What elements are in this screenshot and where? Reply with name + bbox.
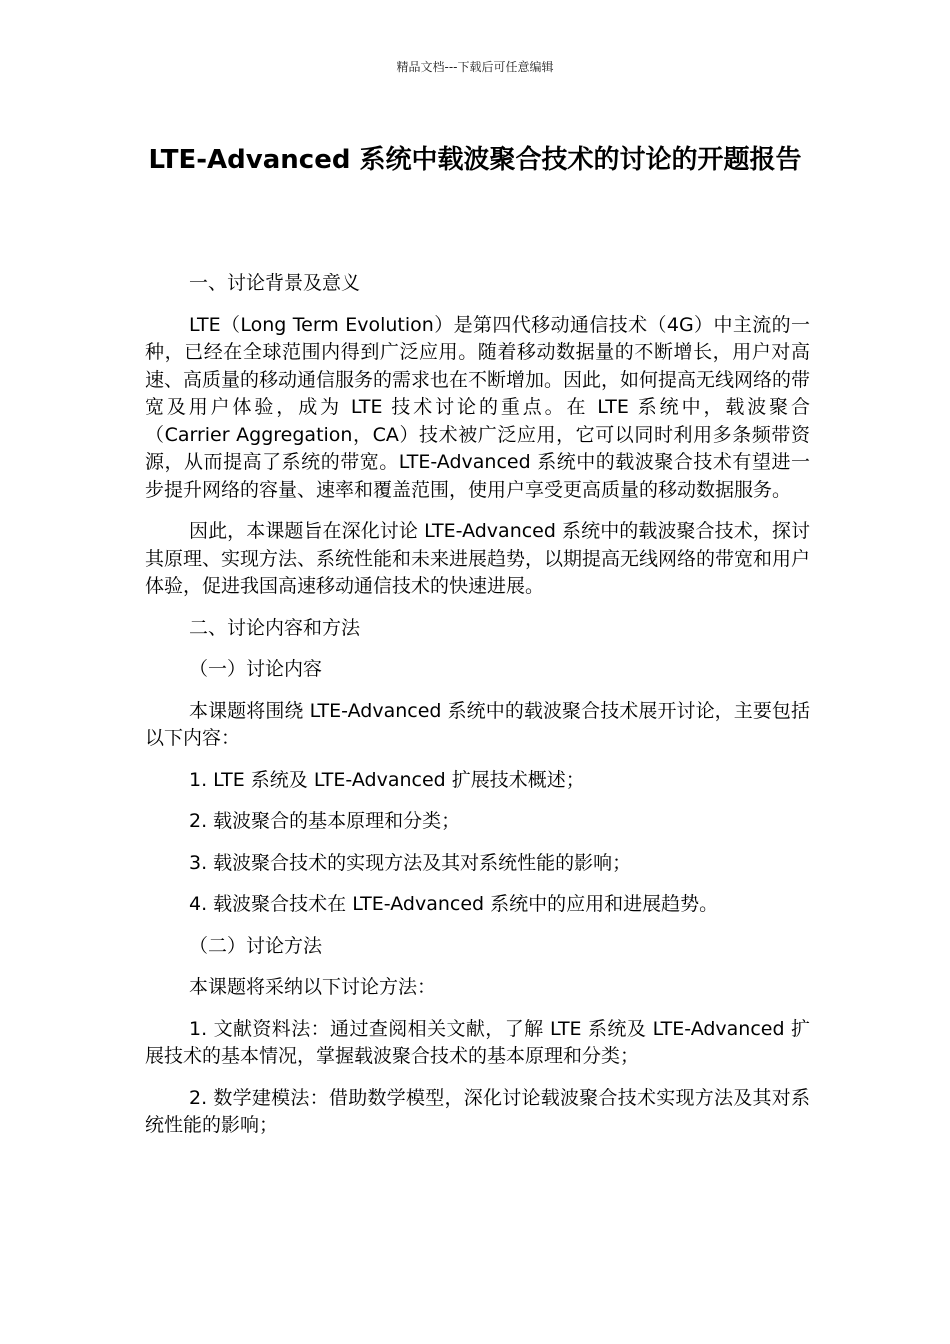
- subsection-heading-method: （二）讨论方法: [189, 934, 323, 957]
- list-item: 4. 载波聚合技术在 LTE-Advanced 系统中的应用和进展趋势。: [189, 893, 719, 915]
- document-body: [145, 270, 810, 1154]
- section-heading-content-method: 二、讨论内容和方法: [189, 616, 361, 639]
- paragraph-method-intro: 本课题将采纳以下讨论方法：: [189, 976, 437, 998]
- list-item: 3. 载波聚合技术的实现方法及其对系统性能的影响；: [189, 851, 632, 874]
- list-item: 2. 数学建模法：借助数学模型，深化讨论载波聚合技术实现方法及其对系统性能的影响；: [145, 1086, 810, 1136]
- list-item: 2. 载波聚合的基本原理和分类；: [189, 810, 461, 832]
- subsection-heading-content: （一）讨论内容: [189, 658, 323, 680]
- document-title: LTE-Advanced 系统中载波聚合技术的讨论的开题报告: [148, 145, 802, 175]
- section-heading-background: 一、讨论背景及意义: [189, 272, 361, 294]
- paragraph-content-intro: 本课题将围绕 LTE-Advanced 系统中的载波聚合技术展开讨论，主要包括以下内容：: [145, 699, 810, 749]
- list-item: 1. LTE 系统及 LTE-Advanced 扩展技术概述；: [189, 768, 585, 791]
- list-item: 1. 文献资料法：通过查阅相关文献，了解 LTE 系统及 LTE-Advanced 扩展技术的基本情况，掌握载波聚合技术的基本原理和分类；: [145, 1017, 810, 1067]
- paragraph-background-2: 因此，本课题旨在深化讨论 LTE-Advanced 系统中的载波聚合技术，探讨其原理、实现方法、系统性能和未来进展趋势，以期提高无线网络的带宽和用户体验，促进我国高速移动通信技术的快速进展。: [145, 520, 811, 597]
- paragraph-background-1: LTE（Long Term Evolution）是第四代移动通信技术（4G）中主流的一种，已经在全球范围内得到广泛应用。随着移动数据量的不断增长，用户对高速、高质量的移动通信服务的需求也在不断增加。因此，如何提高无线网络的带宽及用户体验，成为 LTE 技术讨论的重点。在 LTE 系统中，载波聚合（Carrier Aggregation，CA）技术被广泛应用，它可以同时利用多条频带资源，从而提高了系统的带宽。LTE-Advanced 系统中的载波聚合技术有望进一步提升网络的容量、速率和覆盖范围，使用户享受更高质量的移动数据服务。: [145, 313, 811, 501]
- page-header: 精品文档---下载后可任意编辑: [396, 60, 554, 74]
